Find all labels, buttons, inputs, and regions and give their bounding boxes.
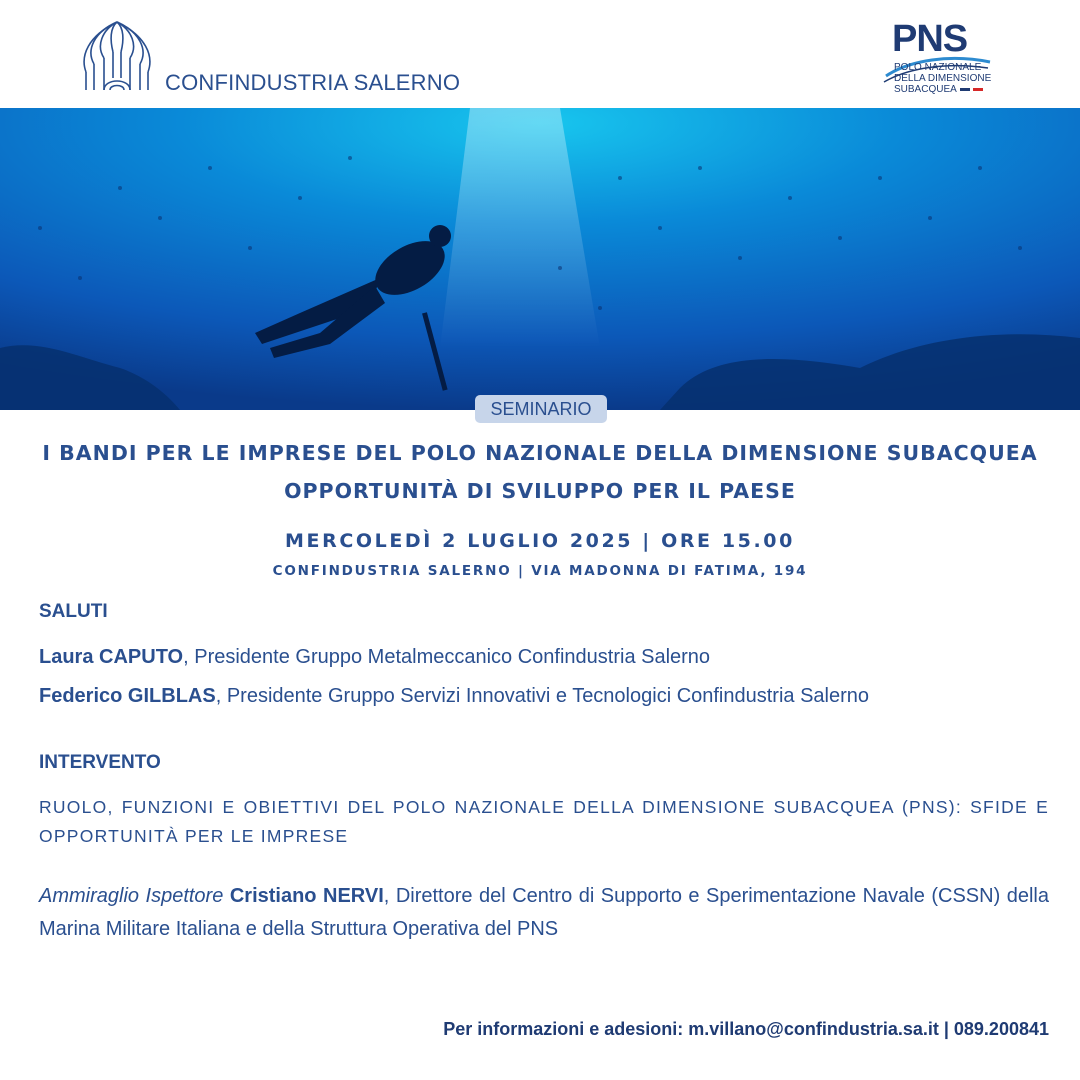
pns-mark: PNS xyxy=(892,18,968,60)
speaker-name: Cristiano NERVI xyxy=(229,885,384,907)
speaker-1 xyxy=(39,646,710,669)
speaker-role: , Direttore del Centro di Supporto e Sperimentazione Navale (CSSN) della Marina Militare Italiana e della Struttura Operativa del PNS xyxy=(39,885,1049,940)
intervento-topic: RUOLO, FUNZIONI E OBIETTIVI DEL POLO NAZIONALE DELLA DIMENSIONE SUBACQUEA (PNS): SFIDE E OPPORTUNITÀ PER LE IMPRESE xyxy=(39,797,1049,846)
speaker-1-name: Laura CAPUTO xyxy=(39,646,184,668)
flag-green-icon xyxy=(960,88,970,91)
intervento-heading: INTERVENTO xyxy=(39,752,161,773)
title-line-1: I BANDI PER LE IMPRESE DEL POLO NAZIONALE DELLA DIMENSIONE SUBACQUEA xyxy=(42,441,1038,465)
hero-underwater-image xyxy=(0,108,1080,410)
seminar-badge: SEMINARIO xyxy=(475,395,607,423)
speaker-2-role: , Presidente Gruppo Servizi Innovativi e Tecnologici Confindustria Salerno xyxy=(215,685,870,707)
pns-subtitle xyxy=(894,62,991,95)
speaker-1-role: , Presidente Gruppo Metalmeccanico Confindustria Salerno xyxy=(183,646,711,668)
title-line-2: OPPORTUNITÀ DI SVILUPPO PER IL PAESE xyxy=(284,479,796,503)
flag-red-icon xyxy=(973,88,983,91)
speaker-2-name: Federico GILBLAS xyxy=(39,685,216,707)
pns-line-3-row xyxy=(894,84,991,95)
org-name: CONFINDUSTRIA SALERNO xyxy=(165,70,461,95)
pns-line-2: DELLA DIMENSIONE xyxy=(894,73,992,84)
pns-logo xyxy=(880,18,1000,100)
speaker-2 xyxy=(39,685,869,708)
intervento-speaker xyxy=(39,880,1049,946)
event-date-time: MERCOLEDÌ 2 LUGLIO 2025 | ORE 15.00 xyxy=(285,530,795,552)
saluti-heading: SALUTI xyxy=(39,601,108,622)
pns-line-1: POLO NAZIONALE xyxy=(894,62,982,73)
pns-line-3: SUBACQUEA xyxy=(894,84,957,95)
event-venue: CONFINDUSTRIA SALERNO | VIA MADONNA DI FATIMA, 194 xyxy=(272,563,808,579)
speaker-title: Ammiraglio Ispettore xyxy=(39,885,224,907)
confindustria-logo-icon xyxy=(80,18,154,94)
contact-info: Per informazioni e adesioni: m.villano@confindustria.sa.it | 089.200841 xyxy=(443,1019,1049,1039)
header xyxy=(0,0,1080,108)
